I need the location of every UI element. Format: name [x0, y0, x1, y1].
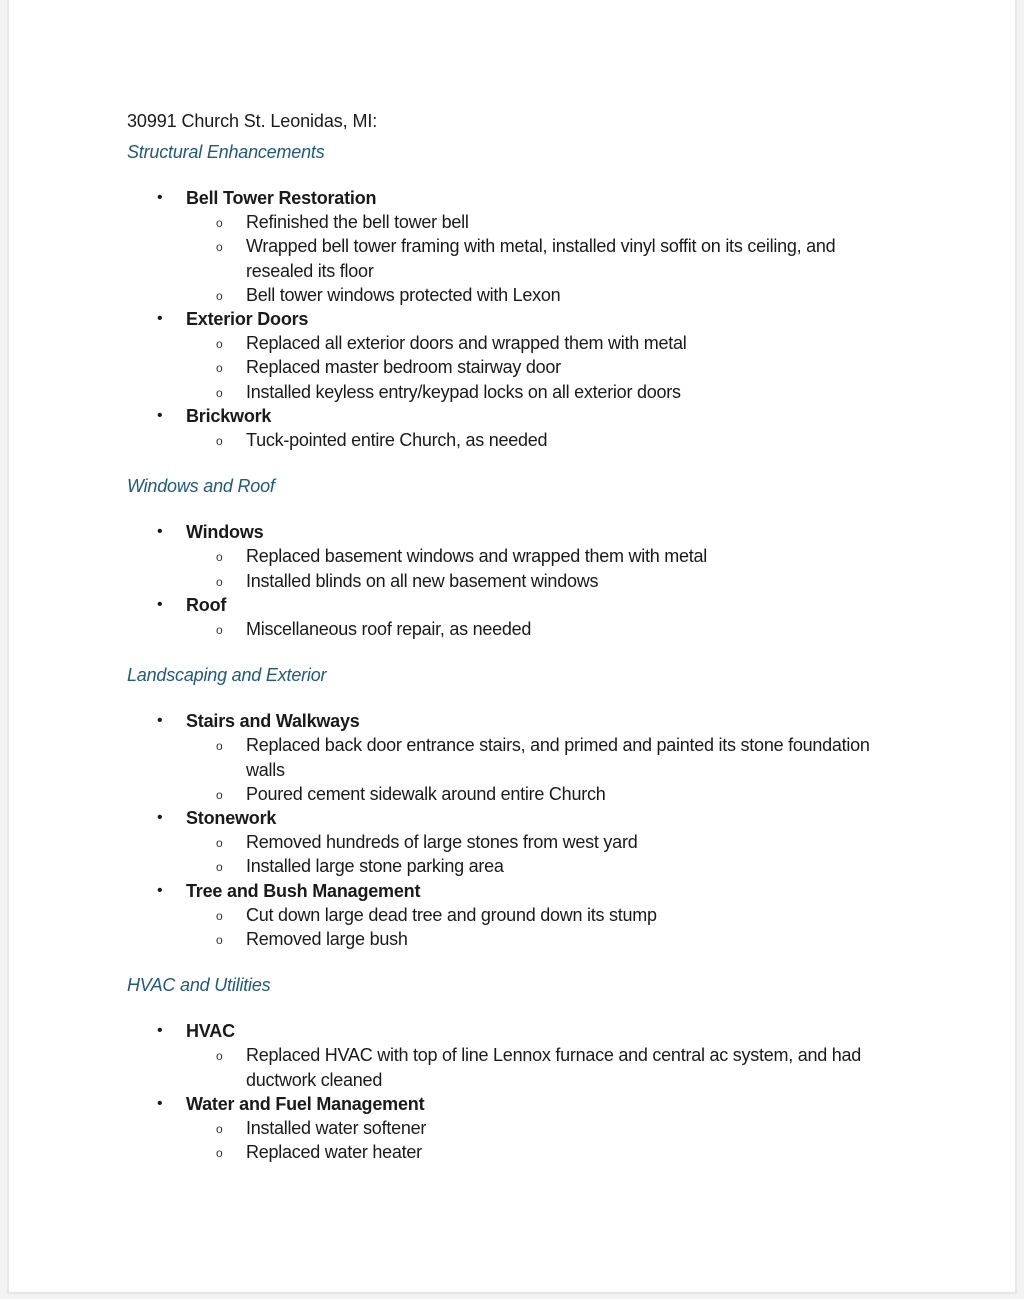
subitem-list	[186, 544, 907, 592]
bullet-icon: •	[157, 809, 163, 827]
sub-list-item	[186, 903, 886, 927]
sub-item-text: Replaced back door entrance stairs, and primed and painted its stone foundation walls	[246, 735, 870, 780]
item-title: Stonework	[186, 808, 277, 829]
sub-list-item	[186, 331, 886, 355]
subitem-list	[186, 903, 907, 951]
section-heading: Structural Enhancements	[127, 142, 325, 162]
item-title: Tree and Bush Management	[186, 880, 421, 901]
item-list	[127, 186, 907, 452]
list-item	[127, 709, 907, 806]
sub-item-text: Replaced basement windows and wrapped them with metal	[246, 546, 708, 567]
bullet-icon: •	[157, 712, 163, 730]
sections-container	[127, 140, 907, 1165]
bullet-icon: •	[157, 310, 163, 328]
address-line: 30991 Church St. Leonidas, MI:	[127, 111, 378, 131]
item-title: Stairs and Walkways	[186, 711, 360, 732]
list-item	[127, 307, 907, 404]
section-1	[127, 474, 907, 641]
sub-list-item	[186, 283, 886, 307]
sub-item-text: Cut down large dead tree and ground down its stump	[246, 904, 657, 925]
sub-item-text: Installed large stone parking area	[246, 856, 504, 877]
subitem-list	[186, 733, 907, 806]
item-list	[127, 1019, 907, 1164]
bullet-icon: •	[157, 595, 163, 613]
sub-list-item	[186, 733, 886, 781]
item-title: HVAC	[186, 1021, 235, 1042]
subitem-list	[186, 830, 907, 878]
list-item	[127, 1092, 907, 1165]
sub-item-text: Replaced water heater	[246, 1142, 422, 1163]
list-item	[127, 593, 907, 641]
hollow-bullet-icon: o	[216, 337, 223, 352]
subitem-list	[186, 210, 907, 307]
hollow-bullet-icon: o	[216, 1122, 223, 1137]
sub-item-text: Removed large bush	[246, 929, 408, 950]
sub-item-text: Tuck-pointed entire Church, as needed	[246, 430, 548, 451]
hollow-bullet-icon: o	[216, 1146, 223, 1161]
sub-list-item	[186, 428, 886, 452]
sub-item-text: Installed keyless entry/keypad locks on all exterior doors	[246, 381, 681, 402]
bullet-icon: •	[157, 1022, 163, 1040]
section-0	[127, 140, 907, 452]
sub-item-text: Removed hundreds of large stones from west yard	[246, 832, 638, 853]
item-list	[127, 520, 907, 641]
section-heading: Landscaping and Exterior	[127, 665, 327, 686]
bullet-icon: •	[157, 406, 163, 424]
sub-list-item	[186, 1116, 886, 1140]
sub-list-item	[186, 234, 886, 282]
hollow-bullet-icon: o	[216, 361, 223, 376]
item-title: Bell Tower Restoration	[186, 188, 377, 208]
bullet-icon: •	[157, 189, 163, 206]
section-heading: HVAC and Utilities	[127, 975, 271, 996]
list-item	[127, 879, 907, 952]
bullet-icon: •	[157, 523, 163, 541]
subitem-list	[186, 1116, 907, 1164]
sub-list-item	[186, 1140, 886, 1164]
hollow-bullet-icon: o	[216, 933, 223, 948]
sub-list-item	[186, 782, 886, 806]
item-list	[127, 709, 907, 951]
sub-list-item	[186, 927, 886, 951]
list-item	[127, 806, 907, 879]
subitem-list	[186, 1043, 907, 1091]
hollow-bullet-icon: o	[216, 623, 223, 638]
sub-item-text: Bell tower windows protected with Lexon	[246, 284, 561, 305]
list-item	[127, 1019, 907, 1092]
sub-item-text: Wrapped bell tower framing with metal, installed vinyl soffit on its ceiling, and resealed its floor	[246, 236, 836, 281]
hollow-bullet-icon: o	[216, 240, 223, 255]
subitem-list	[186, 331, 907, 404]
hollow-bullet-icon: o	[216, 550, 223, 565]
sub-list-item	[186, 569, 886, 593]
hollow-bullet-icon: o	[216, 908, 223, 923]
subitem-list	[186, 428, 907, 452]
section-3	[127, 973, 907, 1164]
bullet-icon: •	[157, 881, 163, 899]
sub-item-text: Replaced all exterior doors and wrapped them with metal	[246, 333, 687, 354]
hollow-bullet-icon: o	[216, 434, 223, 449]
hollow-bullet-icon: o	[216, 574, 223, 589]
sub-list-item	[186, 380, 886, 404]
hollow-bullet-icon: o	[216, 216, 223, 231]
hollow-bullet-icon: o	[216, 1049, 223, 1064]
bullet-icon: •	[157, 1094, 163, 1112]
sub-list-item	[186, 854, 886, 878]
subitem-list	[186, 617, 907, 641]
hollow-bullet-icon: o	[216, 288, 223, 303]
section-2	[127, 663, 907, 951]
section-heading: Windows and Roof	[127, 476, 275, 497]
sub-list-item	[186, 830, 886, 854]
sub-item-text: Installed water softener	[246, 1118, 427, 1139]
sub-item-text: Replaced HVAC with top of line Lennox furnace and central ac system, and had ductwork cleaned	[246, 1045, 862, 1090]
sub-list-item	[186, 355, 886, 379]
list-item	[127, 404, 907, 452]
list-item	[127, 520, 907, 593]
sub-list-item	[186, 617, 886, 641]
hollow-bullet-icon: o	[216, 739, 223, 754]
sub-list-item	[186, 544, 886, 568]
sub-item-text: Miscellaneous roof repair, as needed	[246, 619, 532, 640]
hollow-bullet-icon: o	[216, 385, 223, 400]
sub-item-text: Poured cement sidewalk around entire Church	[246, 783, 606, 804]
sub-list-item	[186, 1043, 886, 1091]
item-title: Brickwork	[186, 405, 272, 426]
item-title: Exterior Doors	[186, 309, 309, 330]
sub-item-text: Installed blinds on all new basement windows	[246, 570, 599, 591]
document-page	[7, 0, 1017, 1294]
item-title: Water and Fuel Management	[186, 1093, 425, 1114]
hollow-bullet-icon: o	[216, 836, 223, 851]
item-title: Roof	[186, 594, 227, 615]
hollow-bullet-icon: o	[216, 860, 223, 875]
sub-item-text: Replaced master bedroom stairway door	[246, 357, 561, 378]
list-item	[127, 186, 907, 307]
document-body	[127, 109, 907, 1187]
sub-list-item	[186, 210, 886, 234]
item-title: Windows	[186, 522, 264, 543]
sub-item-text: Refinished the bell tower bell	[246, 212, 469, 233]
hollow-bullet-icon: o	[216, 787, 223, 802]
